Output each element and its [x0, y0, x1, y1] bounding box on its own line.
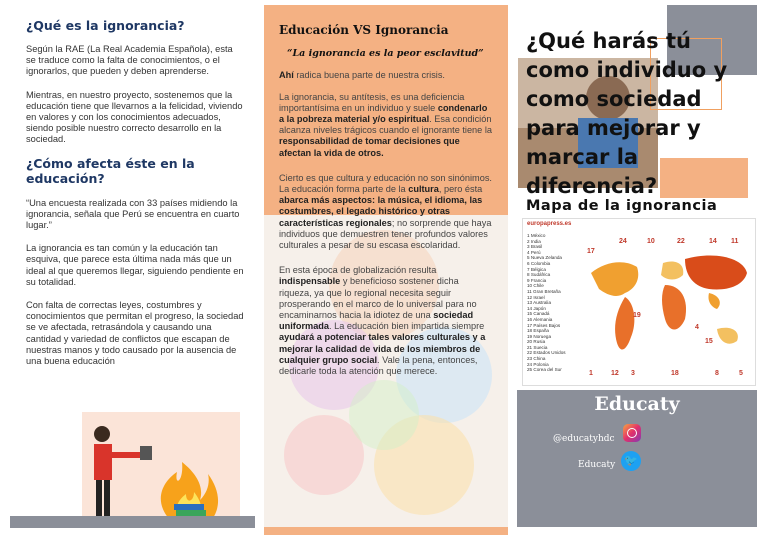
footer-orange-bar — [264, 527, 508, 535]
heading-what-is-ignorance: ¿Qué es la ignorancia? — [26, 18, 185, 33]
call-to-action-heading: ¿Qué harás tú como individuo y como sociedad para mejorar y marcar la diferencia? — [526, 29, 728, 198]
map-number: 8 — [715, 370, 719, 377]
text-span: . Vale la pena, entonces, dedicarle toda la atención que merece. — [279, 354, 478, 377]
book-burning-illustration — [82, 412, 240, 528]
map-number: 10 — [647, 238, 655, 245]
country-row: 18 España — [527, 328, 549, 334]
text-crisis: radica buena parte de nuestra crisis. — [293, 70, 445, 81]
country-row: 2 India — [527, 238, 541, 244]
country-row: 14 Japón — [527, 305, 546, 311]
map-title: Mapa de la ignorancia — [526, 198, 718, 214]
country-row: 21 Suecia — [527, 344, 548, 350]
country-row: 10 Chile — [527, 283, 544, 289]
twitter-icon[interactable]: 🐦 — [621, 451, 641, 471]
paragraph-survey-quote: “Una encuesta realizada con 33 países midiendo la ignorancia, señala que Perú se encuentra en cuarto lugar.” — [26, 197, 240, 231]
country-row: 1 México — [527, 233, 546, 238]
map-number: 24 — [619, 238, 627, 245]
country-row: 11 Gran Bretaña — [527, 288, 561, 294]
country-row: 13 Australia — [527, 300, 552, 306]
country-row: 20 Rusia — [527, 339, 546, 345]
brand-title: Educaty — [594, 393, 680, 415]
country-row: 25 Corea del Sur — [527, 367, 562, 373]
country-row: 16 Alemania — [527, 316, 553, 322]
country-row: 4 Perú — [527, 249, 541, 255]
paragraph-project: Mientras, en nuestro proyecto, sostenemos que la educación tiene que llevarnos a la felicidad, viviendo en valores y con los conocimientos adecuados, siendo posible nuestro correcto desarrollo en la sociedad. — [26, 89, 243, 145]
country-row: 8 Sudáfrica — [527, 272, 551, 278]
map-number: 5 — [739, 370, 743, 377]
text-bold: cultura — [408, 184, 439, 195]
text-span: Cierto es que cultura y educación no son sinónimos. La educación forma parte de la — [279, 172, 492, 195]
text-bold: abarca más aspectos: la música, el idioma, las costumbres, el legado histórico y otras características regionales — [279, 195, 483, 228]
country-row: 6 Colombia — [527, 260, 551, 266]
country-row: 3 Brasil — [527, 244, 543, 250]
country-row: 5 Nueva Zelanda — [527, 255, 562, 261]
text-bold: responsabilidad de tomar decisiones que afectan la vida de otros. — [279, 136, 460, 158]
text-span: , pero ésta — [438, 184, 483, 195]
paragraph-consequences: Con falta de correctas leyes, costumbres y conocimientos que permitan el progreso, la sociedad se ve afectada, retrasándola y causando una cantidad y variedad de conflictos que escapan de nuestras manos y todo causado por la ausencia de una buena educación — [26, 300, 244, 367]
country-row: 19 Noruega — [527, 333, 552, 339]
footer-bar-left — [10, 516, 255, 528]
country-row: 23 China — [527, 356, 546, 362]
text-bold: ayudará a potenciar tales valores culturales y a mejorar la calidad de vida de los miembros de cualquier grupo social — [279, 332, 486, 365]
map-number: 4 — [695, 324, 699, 331]
map-number: 15 — [705, 338, 713, 345]
instagram-handle-text: @educatyhdc — [553, 434, 615, 444]
text-span: En esta época de globalización resulta — [279, 265, 437, 276]
map-source-label: europapress.es — [527, 221, 572, 227]
country-row: 12 Israel — [527, 294, 545, 300]
text-span: La ignorancia, su antítesis, es una deficiencia importantísima en un individuo y suele — [279, 91, 465, 113]
country-row: 24 Polonia — [527, 361, 549, 367]
paragraph-culture — [279, 173, 492, 251]
map-number: 14 — [709, 238, 717, 245]
ignorance-map-infographic — [522, 218, 756, 386]
panel-2-title: Educación VS Ignorancia — [279, 23, 449, 37]
map-number: 1 — [589, 370, 593, 377]
text-bold: condenarlo a la pobreza material y/o espiritual — [279, 102, 488, 125]
text-span: ; no sorprende que haya individuos que demuestren tener profundos valores culturales a pesar de su escasa escolaridad. — [279, 217, 492, 251]
quote-worst-slavery: “La ignorancia es la peor esclavitud” — [287, 48, 484, 60]
paragraph-globalization — [279, 265, 492, 377]
country-row: 15 Canadá — [527, 311, 550, 317]
heading-how-affects: ¿Cómo afecta éste en la educación? — [26, 155, 195, 186]
country-row: 17 Países Bajos — [527, 322, 561, 328]
instagram-icon[interactable] — [623, 424, 641, 442]
country-row: 9 Francia — [527, 277, 547, 283]
world-map — [585, 233, 753, 383]
text-span: . Esa condición alcanza niveles trágicos cuando el ignorante tiene la — [279, 114, 492, 136]
country-row: 7 Bélgica — [527, 266, 546, 272]
map-number: 18 — [671, 370, 679, 377]
map-number: 11 — [731, 238, 739, 245]
paragraph-antithesis — [279, 92, 492, 159]
map-number: 3 — [631, 370, 635, 377]
map-number: 12 — [611, 370, 619, 377]
text-span: . La educación bien impartida siempre — [329, 321, 485, 332]
text-bold: sociedad uniformada — [279, 310, 474, 332]
map-number: 19 — [633, 312, 641, 319]
panel-1 — [26, 18, 244, 379]
twitter-handle-text: Educaty — [578, 460, 616, 470]
paragraph-common: La ignorancia es tan común y la educación tan esquiva, que parece esta última nada más que un ideal al que queremos llegar, siguiendo pendiente en su totalidad. — [26, 243, 244, 287]
map-number: 22 — [677, 238, 685, 245]
text-span: y beneficioso sostener dicha riqueza, ya que lo regional necesita seguir prosperando en el marco de lo universal para no encaminarnos hacia la idiotez de una — [279, 276, 477, 321]
panel-2 — [279, 25, 492, 387]
word-ahi: Ahí — [279, 70, 294, 81]
map-number: 17 — [587, 248, 595, 255]
text-bold: indispensable — [279, 276, 341, 287]
country-row: 22 Estados Unidos — [527, 350, 566, 356]
country-ranking-list — [527, 233, 587, 373]
paragraph-rae-definition: Según la RAE (La Real Academia Española), esta se traduce como la falta de conocimientos, o el ignorarlos, que pueden y deben aprenderse. — [26, 44, 233, 77]
paragraph-crisis — [279, 70, 492, 81]
